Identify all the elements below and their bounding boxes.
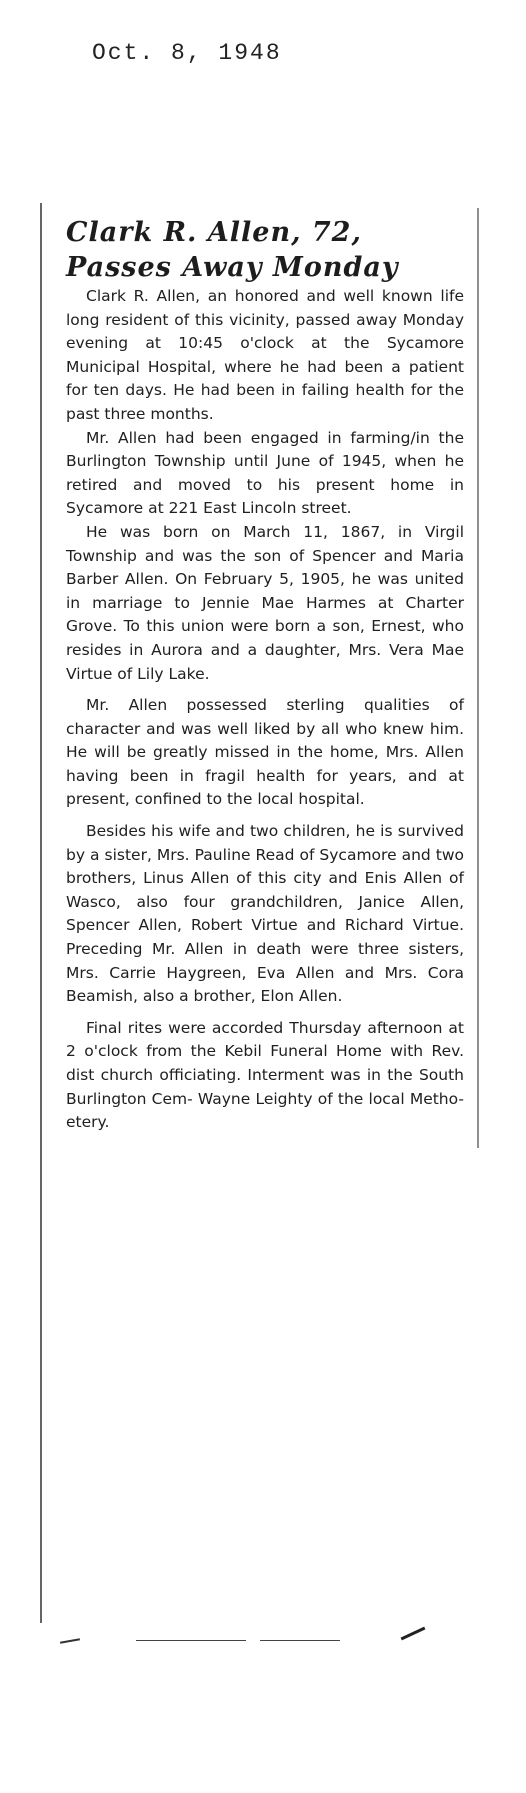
headline-line-2: Passes Away Monday bbox=[66, 252, 399, 283]
bottom-rule-left bbox=[136, 1640, 246, 1641]
article-body bbox=[66, 285, 464, 1135]
paragraph-farming: Mr. Allen had been engaged in farming/in the Burlington Township until June of 1945, when he retired and moved to his present home in Sycamore at 221 East Lincoln street. bbox=[66, 428, 464, 518]
paragraph-survivors: Besides his wife and two children, he is survived by a sister, Mrs. Pauline Read of Sycamore and two brothers, Linus Allen of this city and Enis Allen of Wasco, also four grandchildren, Janice Allen, Spencer Allen, Robert Virtue and Richard Virtue. Preceding Mr. Allen in death were three sisters, Mrs. Carrie Haygreen, Eva Allen and Mrs. Cora Beamish, also a brother, Elon Allen. bbox=[66, 822, 464, 1006]
paragraph-birth-marriage: He was born on March 11, 1867, in Virgil Township and was the son of Spencer and Maria Barber Allen. On February 5, 1905, he was united in marriage to Jennie Mae Harmes at Charter Grove. To this union were born a son, Ernest, who resides in Aurora and a daughter, Mrs. Vera Mae Virtue of Lily Lake. bbox=[66, 522, 464, 683]
paragraph-final-rites: Final rites were accorded Thursday afternoon at 2 o'clock from the Kebil Funeral Home with Rev. dist church officiating. Interment was in the South Burlington Cem- Wayne Leighty of the local Metho- etery. bbox=[66, 1018, 464, 1132]
paragraph-character: Mr. Allen possessed sterling qualities of character and was well liked by all who knew him. He will be greatly missed in the home, Mrs. Allen having been in fragil health for years, and at present, confined to the local hospital. bbox=[66, 696, 464, 809]
paragraph-death-notice: Clark R. Allen, an honored and well known life long resident of this vicinity, passed away Monday evening at 10:45 o'clock at the Sycamore Municipal Hospital, where he had been a patient for ten days. He had been in failing health for the past three months. bbox=[66, 287, 464, 423]
newspaper-clipping bbox=[40, 203, 470, 1643]
clipping-date: Oct. 8, 1948 bbox=[92, 40, 282, 66]
article bbox=[66, 215, 464, 1135]
bottom-rule-right bbox=[260, 1640, 340, 1641]
column-rule-left bbox=[40, 203, 42, 1623]
headline bbox=[66, 215, 464, 285]
headline-line-1: Clark R. Allen, 72, bbox=[66, 217, 362, 248]
column-rule-right bbox=[477, 208, 479, 1148]
